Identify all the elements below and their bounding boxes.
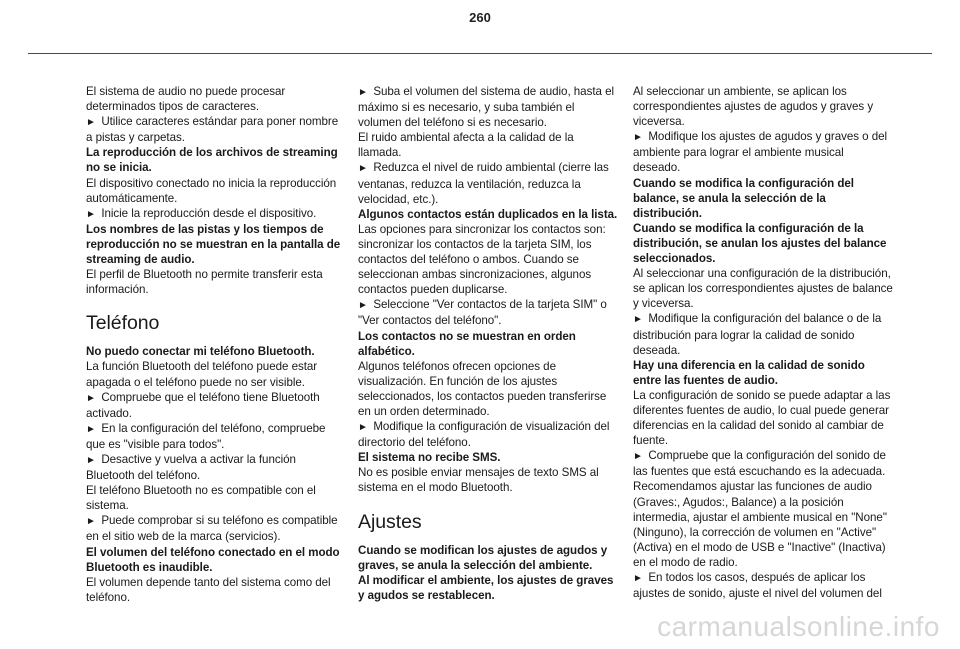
question-heading: Algunos contactos están duplicados en la lista. [358, 207, 618, 221]
question-heading: Cuando se modifican los ajustes de agudos y graves, se anula la selección del ambiente. [358, 543, 608, 572]
bullet-item: ► Puede comprobar si su teléfono es compatible en el sitio web de la marca (servicios). [86, 513, 346, 544]
bullet-item: ► Compruebe que la configuración del sonido de las fuentes que está escuchando es la adecuada. Recomendamos ajustar las funciones de audio (Graves:, Agudos:, Balance) a la posición intermedia, ajustar el ambiente musical en "None" (Ninguno), la corrección de volumen en "Active" (Activa) en el modo de USB e "Inactive" (Inactiva) en el modo de radio. [633, 448, 893, 570]
paragraph: El teléfono Bluetooth no es compatible con el sistema. [86, 484, 316, 513]
question-heading: Los nombres de las pistas y los tiempos de reproducción no se muestran en la pantalla de streaming de audio. [86, 222, 341, 267]
bullet-item: ► En todos los casos, después de aplicar los ajustes de sonido, ajuste el nivel del volumen del [633, 570, 893, 601]
section-heading: Ajustes [358, 510, 422, 533]
bullet-item: ► Inicie la reproducción desde el dispositivo. [86, 206, 346, 222]
paragraph: Al seleccionar un ambiente, se aplican los correspondientes ajustes de agudos y graves y viceversa. [633, 85, 874, 129]
question-heading: El volumen del teléfono conectado en el modo Bluetooth es inaudible. [86, 545, 340, 574]
paragraph: La función Bluetooth del teléfono puede estar apagada o el teléfono puede no ser visible. [86, 360, 318, 389]
paragraph: No es posible enviar mensajes de texto SMS al sistema en el modo Bluetooth. [358, 466, 599, 495]
paragraph: El sistema de audio no puede procesar determinados tipos de caracteres. [86, 85, 286, 114]
paragraph: El volumen depende tanto del sistema como del teléfono. [86, 575, 331, 604]
bullet-item: ► Modifique la configuración del balance o de la distribución para lograr la calidad de sonido deseada. [633, 311, 893, 357]
text-column-right [633, 84, 893, 601]
bullet-item: ► Modifique los ajustes de agudos y graves o del ambiente para lograr el ambiente musical deseado. [633, 129, 893, 175]
text-column-middle [358, 84, 618, 603]
bullet-item: ► Utilice caracteres estándar para poner nombre a pistas y carpetas. [86, 114, 346, 145]
question-heading: La reproducción de los archivos de streaming no se inicia. [86, 146, 338, 175]
bullet-item: ► Modifique la configuración de visualización del directorio del teléfono. [358, 419, 618, 450]
bullet-item: ► Suba el volumen del sistema de audio, hasta el máximo si es necesario, y suba también el volumen del teléfono si es necesario. [358, 84, 618, 130]
paragraph: El ruido ambiental afecta a la calidad de la llamada. [358, 131, 574, 160]
question-heading: Los contactos no se muestran en orden alfabético. [358, 329, 576, 358]
question-heading: No puedo conectar mi teléfono Bluetooth. [86, 345, 315, 359]
question-heading: El sistema no recibe SMS. [358, 451, 501, 465]
bullet-item: ► Desactive y vuelva a activar la función Bluetooth del teléfono. [86, 452, 346, 483]
question-heading: Cuando se modifica la configuración de la distribución, se anulan los ajustes del balance seleccionados. [633, 221, 887, 266]
paragraph: El perfil de Bluetooth no permite transferir esta información. [86, 268, 323, 297]
paragraph: La configuración de sonido se puede adaptar a las diferentes fuentes de audio, lo cual puede generar diferencias en la calidad del sonido al cambiar de fuente. [633, 388, 891, 448]
header-divider [28, 53, 932, 54]
text-column-left [86, 84, 346, 605]
page-number: 260 [469, 10, 491, 25]
bullet-item: ► Seleccione "Ver contactos de la tarjeta SIM" o "Ver contactos del teléfono". [358, 297, 618, 328]
section-heading: Teléfono [86, 312, 160, 335]
paragraph: Al seleccionar una configuración de la distribución, se aplican los correspondientes ajustes de balance y viceversa. [633, 267, 893, 311]
bullet-item: ► Compruebe que el teléfono tiene Bluetooth activado. [86, 390, 346, 421]
watermark: carmanualsonline.info [657, 611, 940, 642]
question-heading: Cuando se modifica la configuración del balance, se anula la selección de la distribución. [633, 176, 854, 220]
paragraph: Las opciones para sincronizar los contactos son: sincronizar los contactos de la tarjeta SIM, los contactos del teléfono o ambos. Cuando se seleccionan ambas sincronizaciones, algunos contactos pueden duplicarse. [358, 222, 606, 297]
bullet-item: ► Reduzca el nivel de ruido ambiental (cierre las ventanas, reduzca la ventilación, reduzca la velocidad, etc.). [358, 160, 618, 206]
question-heading: Hay una diferencia en la calidad de sonido entre las fuentes de audio. [633, 358, 865, 387]
paragraph: Algunos teléfonos ofrecen opciones de visualización. En función de los ajustes seleccionados, los contactos pueden transferirse en un orden determinado. [358, 359, 607, 418]
paragraph: El dispositivo conectado no inicia la reproducción automáticamente. [86, 176, 337, 205]
bullet-item: ► En la configuración del teléfono, compruebe que es "visible para todos". [86, 421, 346, 452]
question-heading: Al modificar el ambiente, los ajustes de graves y agudos se restablecen. [358, 573, 614, 602]
